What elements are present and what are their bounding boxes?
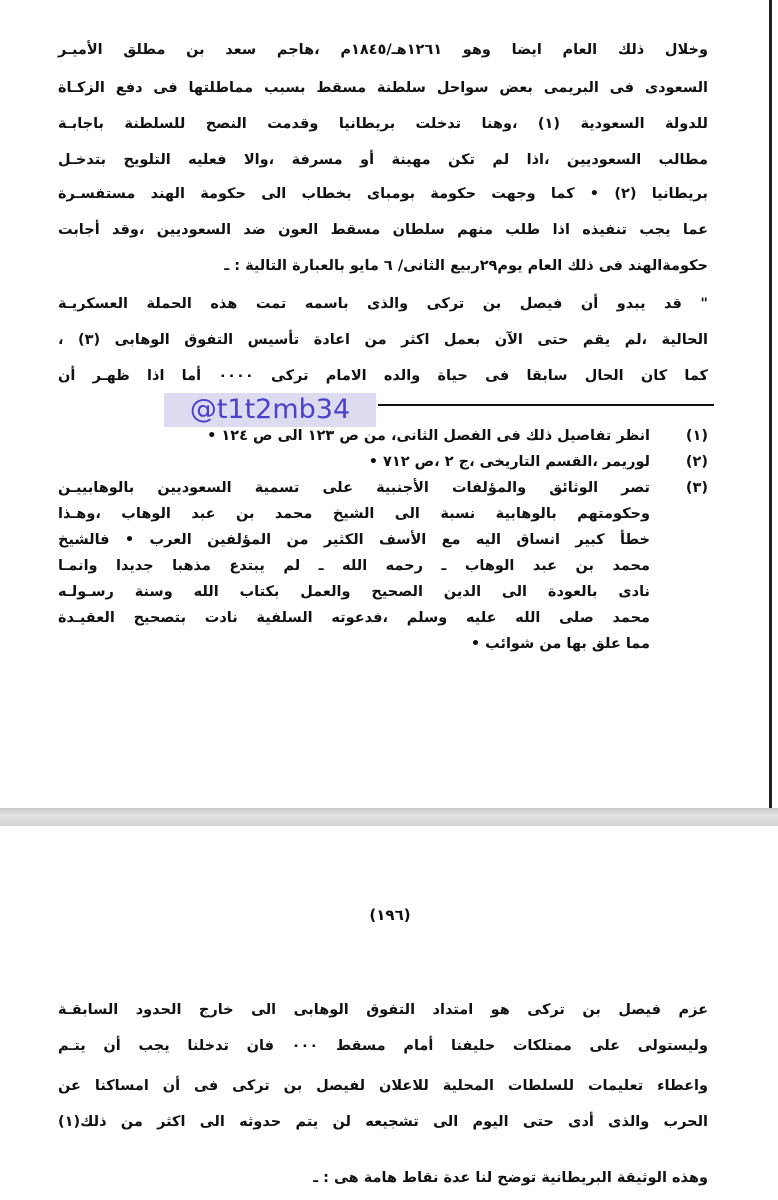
page-edge-shadow	[769, 0, 772, 808]
quote-line: الحالية ،لم يقم حتى الآن بعمل اكثر من اعادة تأسيس التفوق الوهابى (٣) ،	[58, 332, 708, 348]
footnote-text: مما علق بها من شوائب •	[470, 636, 650, 652]
paragraph-line: عما يجب تنفيذه اذا طلب منهم سلطان مسقط العون ضد السعوديين ،وقد أجابت	[58, 222, 708, 238]
footnote-text: وحكومتهم بالوهابية نسبة الى الشيخ محمد بن عبد الوهاب ،وهـذا	[58, 506, 650, 522]
paragraph-line: بريطانيا (٢) • كما وجهت حكومة بومباى بخطاب الى حكومة الهند مستفسـرة	[58, 186, 708, 202]
paragraph-line: وليستولى على ممتلكات حليفنا أمام مسقط ٠٠٠ فان تدخلنا يجب أن يتـم	[58, 1038, 708, 1054]
paragraph-line: السعودى فى البريمى بعض سواحل سلطنة مسقط بسبب مماطلتها فى دفع الزكـاة	[58, 80, 708, 96]
page-separator	[0, 808, 778, 826]
quote-line: كما كان الحال سابقا فى حياة والده الامام تركى ٠٠٠٠ أما اذا ظهـر أن	[58, 368, 708, 384]
paragraph-line: وخلال ذلك العام ايضا وهو ١٢٦١هـ/١٨٤٥م ،هاجم سعد بن مطلق الأميـر	[58, 42, 708, 58]
footnote-divider	[378, 404, 714, 406]
paragraph-line: الحرب والذى أدى حتى اليوم الى تشجيعه لن يتم حدوثه الى اكثر من ذلك(١)	[58, 1114, 708, 1130]
paragraph-line: وهذه الوثيقة البريطانية توضح لنا عدة نقاط هامة هى : ـ	[313, 1170, 708, 1186]
footnote-text: محمد بن عبد الوهاب ـ رحمه الله ـ لم يبتدع مذهبا جديدا وانمـا	[58, 558, 650, 574]
footnote-number: (٢)	[685, 454, 708, 470]
footnote-text: خطأ كبير انساق اليه مع الأسف الكثير من المؤلفين العرب • فالشيخ	[58, 532, 650, 548]
watermark: @t1t2mb34	[164, 393, 376, 427]
footnote-text: انظر تفاصيل ذلك فى الفصل الثانى، من ص ١٢٣ الى ص ١٢٤ •	[207, 428, 650, 444]
paragraph-line: واعطاء تعليمات للسلطات المحلية للاعلان لفيصل بن تركى فى أن امساكنا عن	[58, 1078, 708, 1094]
footnote-text: لوريمر ،القسم التاريخى ،ج ٢ ،ص ٧١٢ •	[368, 454, 650, 470]
footnote-text: محمد صلى الله عليه وسلم ،فدعوته السلفية نادت بتصحيح العقيـدة	[58, 610, 650, 626]
footnote-text: نادى بالعودة الى الدين الصحيح والعمل بكتاب الله وسنة رسـولـه	[58, 584, 650, 600]
footnote-number: (٣)	[685, 480, 708, 496]
paragraph-line: للدولة السعودية (١) ،وهنا تدخلت بريطانيا وقدمت النصح للسلطنة باجابـة	[58, 116, 708, 132]
paragraph-line: حكومةالهند فى ذلك العام يوم٢٩ربيع الثانى/ ٦ مايو بالعبارة التالية : ـ	[224, 258, 708, 274]
footnote-number: (١)	[685, 428, 708, 444]
quote-line: " قد يبدو أن فيصل بن تركى والذى باسمه تمت هذه الحملة العسكريـة	[58, 296, 708, 312]
page-number: (١٩٦)	[369, 906, 411, 924]
paragraph-line: عزم فيصل بن تركى هو امتداد التفوق الوهابى الى خارج الحدود السابقـة	[58, 1002, 708, 1018]
paragraph-line: مطالب السعوديين ،اذا لم تكن مهينة أو مسرفة ،والا فعليه التلويح بتدخـل	[58, 152, 708, 168]
footnote-text: تصر الوثائق والمؤلفات الأجنبية على تسمية السعوديين بالوهابييـن	[58, 480, 650, 496]
